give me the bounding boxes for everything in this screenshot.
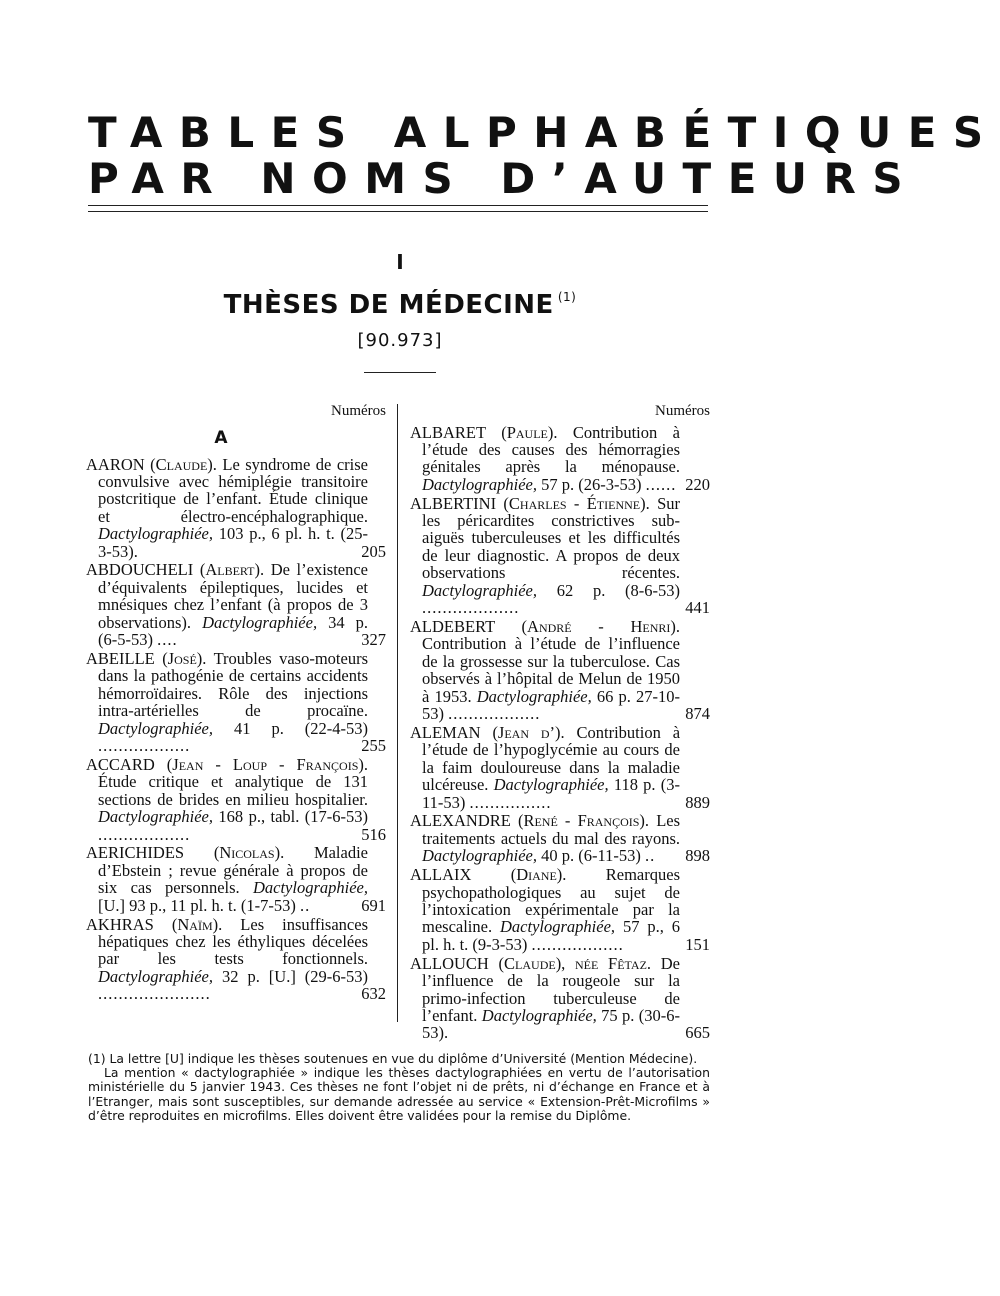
footnote-reference: (1)	[557, 290, 577, 304]
left-column	[86, 400, 386, 1003]
entry-title: Les insuffisances hépatiques chez les éthyliques décelées par les tests fonctionnels.	[98, 914, 368, 969]
entry-publication: Dactylographiée,	[493, 775, 609, 795]
entry-number: 665	[685, 1023, 710, 1043]
list-item	[86, 756, 386, 843]
entry-number: 220	[685, 474, 710, 494]
entry-leader: ...................	[422, 598, 520, 618]
entry-number: 874	[685, 704, 710, 723]
entry-number: 327	[361, 630, 386, 650]
numbers-heading: Numéros	[655, 403, 710, 419]
entry-number: 441	[685, 598, 710, 618]
entry-given-name: (José).	[162, 648, 207, 668]
right-entry-list	[410, 424, 710, 1042]
section-code: [90.973]	[357, 330, 443, 351]
entry-details: 62 p. (8-6-53)	[556, 580, 681, 600]
entry-author: ALLAIX	[410, 865, 472, 885]
left-entry-list	[86, 456, 386, 1003]
entry-text	[410, 724, 680, 811]
title-rule-top	[88, 205, 708, 206]
entry-given-name: (Jean - Loup - François).	[166, 754, 369, 774]
list-item	[410, 955, 710, 1042]
entry-details: 32 p. [U.] (29-6-53)	[221, 966, 369, 986]
entry-details: 34 p. (6-5-53)	[98, 612, 369, 650]
entry-author: ACCARD	[86, 754, 155, 774]
entry-details: [U.] 93 p., 11 pl. h. t. (1-7-53)	[98, 895, 296, 915]
entry-publication: Dactylographiée,	[252, 878, 368, 898]
list-item	[410, 424, 710, 494]
entry-leader: ....	[157, 630, 178, 650]
list-item	[410, 812, 710, 864]
entry-details: 40 p. (6-11-53)	[541, 846, 641, 866]
entry-leader: ..................	[448, 704, 541, 723]
entry-title: Troubles vaso-moteurs dans la pathogénie de certains accidents hémorroïdaires. Rôle des injections intra-artérielles de procaïne.	[98, 648, 368, 721]
entry-author: ABEILLE	[86, 648, 155, 668]
entry-given-name: (Claude), née Fêtaz.	[498, 953, 652, 973]
entry-author: AERICHIDES	[86, 843, 185, 863]
entry-text	[86, 916, 368, 1003]
entry-text	[410, 812, 680, 864]
entry-publication: Dactylographiée,	[98, 966, 214, 986]
entry-title: Les traitements actuels du mal des rayons.	[422, 811, 681, 848]
list-item	[410, 724, 710, 811]
entry-text	[86, 756, 368, 843]
entry-publication: Dactylographiée,	[476, 686, 592, 706]
section-title-text: THÈSES DE MÉDECINE	[223, 290, 554, 320]
entry-given-name: (Jean d’).	[492, 722, 565, 742]
entry-number: 516	[361, 824, 386, 844]
footnotes	[88, 1052, 710, 1123]
list-item	[410, 618, 710, 722]
entry-text	[410, 495, 680, 617]
entry-leader: ..................	[531, 934, 624, 954]
entry-publication: Dactylographiée,	[98, 807, 214, 827]
entry-leader: ..	[299, 895, 311, 915]
entry-details: 168 p., tabl. (17-6-53)	[218, 807, 368, 827]
section-number: I	[396, 250, 404, 274]
entry-number: 691	[361, 895, 386, 915]
entry-leader: ......................	[98, 984, 211, 1004]
entry-author: ALBERTINI	[410, 493, 497, 513]
entry-publication: Dactylographiée,	[422, 474, 538, 494]
right-column	[410, 400, 710, 1042]
entry-given-name: (Naïm).	[171, 914, 223, 934]
entry-title: Le syndrome de crise convulsive avec hémiplégie transitoire postcritique de l’enfant. Étude clinique et électro-encéphalographique.	[98, 454, 368, 526]
entry-author: AKHRAS	[86, 914, 154, 934]
entry-number: 889	[685, 792, 710, 812]
entry-given-name: (Claude).	[150, 454, 217, 474]
list-item	[410, 866, 710, 953]
entry-publication: Dactylographiée,	[481, 1005, 597, 1025]
list-item	[86, 456, 386, 560]
entry-leader: ......	[645, 474, 677, 494]
entry-number: 205	[361, 541, 386, 561]
entry-details: 41 p. (22-4-53)	[233, 718, 369, 738]
entry-given-name: (Charles - Étienne).	[503, 493, 650, 513]
entry-title: De l’existence d’équivalents épileptiques, lucides et mnésiques chez l’enfant (à propos de 3 observations).	[98, 560, 368, 632]
entry-publication: Dactylographiée,	[422, 846, 538, 866]
page-title-line-1: TABLES ALPHABÉTIQUES	[88, 108, 1000, 157]
footnote-2: La mention « dactylographiée » indique les thèses dactylographiées en vertu de l’autorisation ministérielle du 5 janvier 1943. Ces thèses ne font l’objet ni de prêts, ni d’échange en France et à l’Etranger, mais sont susceptibles, sur demande adressée au service « Extension-Prêt-Microfilms » d’être reproduites en microfilms. Elles doivent être validées pour la remise du Diplôme.	[88, 1065, 710, 1123]
entry-title: Étude critique et analytique de 131 sections de brides en milieu hospitalier.	[98, 772, 368, 809]
entry-leader: ..................	[98, 824, 191, 844]
entry-text	[410, 955, 680, 1042]
entry-title: De l’influence de la rougeole sur la primo-infection tuberculeuse de l’enfant.	[422, 953, 680, 1025]
entry-text	[410, 424, 680, 494]
entry-given-name: (Paule).	[501, 422, 558, 442]
list-item	[410, 495, 710, 617]
list-item	[86, 561, 386, 648]
entry-details: 66 p. 27-10-53)	[422, 686, 681, 723]
column-divider	[397, 404, 398, 1022]
entry-publication: Dactylographiée,	[98, 718, 214, 738]
entry-author: ALLOUCH	[410, 953, 489, 973]
entry-given-name: (Diane).	[510, 865, 567, 885]
entry-leader: ..	[645, 846, 656, 866]
entry-details: 118 p. (3-11-53)	[422, 775, 680, 812]
entry-author: ALBARET	[410, 422, 486, 442]
entry-number: 898	[685, 846, 710, 866]
entry-publication: Dactylographiée,	[98, 524, 214, 544]
entry-title: Contribution à l’étude des causes des hémorragies génitales après la ménopause.	[422, 422, 680, 477]
list-item	[86, 916, 386, 1003]
entry-text	[86, 456, 368, 560]
entry-details: 75 p. (30-6-53).	[422, 1005, 680, 1043]
entry-text	[86, 650, 368, 754]
entry-text	[410, 618, 680, 722]
entry-text	[86, 844, 368, 914]
entry-author: ALEMAN	[410, 722, 481, 742]
entry-publication: Dactylographiée,	[202, 612, 318, 632]
entry-given-name: (René - François).	[517, 811, 650, 831]
entry-title: Sur les péricardites constrictives sub-aiguës tuberculeuses et les difficultés de leur diagnostic. A propos de deux observations récentes.	[422, 493, 680, 583]
entry-title: Remarques psychopathologiques au sujet de l’intoxication expérimentale par la mescaline.	[422, 865, 680, 937]
letter-heading: A	[214, 428, 228, 448]
entry-author: ABDOUCHELI	[86, 560, 194, 580]
entry-title: Maladie d’Ebstein ; revue générale à propos de six cas personnels.	[98, 843, 368, 898]
title-rule-bottom	[88, 211, 708, 212]
entry-given-name: (Albert).	[199, 560, 265, 580]
entry-title: Contribution à l’étude de l’hypoglycémie au cours de la faim douloureuse dans la maladie ulcéreuse.	[422, 722, 681, 795]
entry-author: AARON	[86, 454, 145, 474]
entry-text	[410, 866, 680, 953]
entry-text	[86, 561, 368, 648]
entry-title: Contribution à l’étude de l’influence de la grossesse sur la tuberculose. Cas observés à l’hôpital de Melun de 1950 à 1953.	[422, 634, 680, 706]
entry-leader: ..................	[98, 736, 191, 755]
section-title	[0, 290, 800, 320]
entry-given-name: (Nicolas).	[213, 843, 285, 863]
entry-author: ALEXANDRE	[410, 811, 511, 831]
entry-details: 103 p., 6 pl. h. t. (25-3-53).	[98, 524, 368, 561]
entry-details: 57 p., 6 pl. h. t. (9-3-53)	[422, 917, 681, 954]
list-item	[86, 844, 386, 914]
section-rule	[364, 372, 436, 373]
numbers-heading: Numéros	[331, 403, 386, 419]
entry-author: ALDEBERT	[410, 616, 495, 636]
entry-details: 57 p. (26-3-53)	[541, 474, 642, 494]
entry-publication: Dactylographiée,	[500, 917, 616, 937]
entry-number: 151	[685, 934, 710, 954]
entry-number: 632	[361, 984, 386, 1004]
entry-given-name: (André - Henri).	[521, 616, 680, 636]
list-item	[86, 650, 386, 754]
entry-number: 255	[361, 736, 386, 755]
entry-leader: ................	[469, 792, 552, 812]
footnote-1: (1) La lettre [U] indique les thèses soutenues en vue du diplôme d’Université (Mention Médecine).	[88, 1051, 698, 1066]
entry-publication: Dactylographiée,	[422, 580, 538, 600]
page-title-line-2: PAR NOMS D’AUTEURS	[88, 154, 920, 203]
